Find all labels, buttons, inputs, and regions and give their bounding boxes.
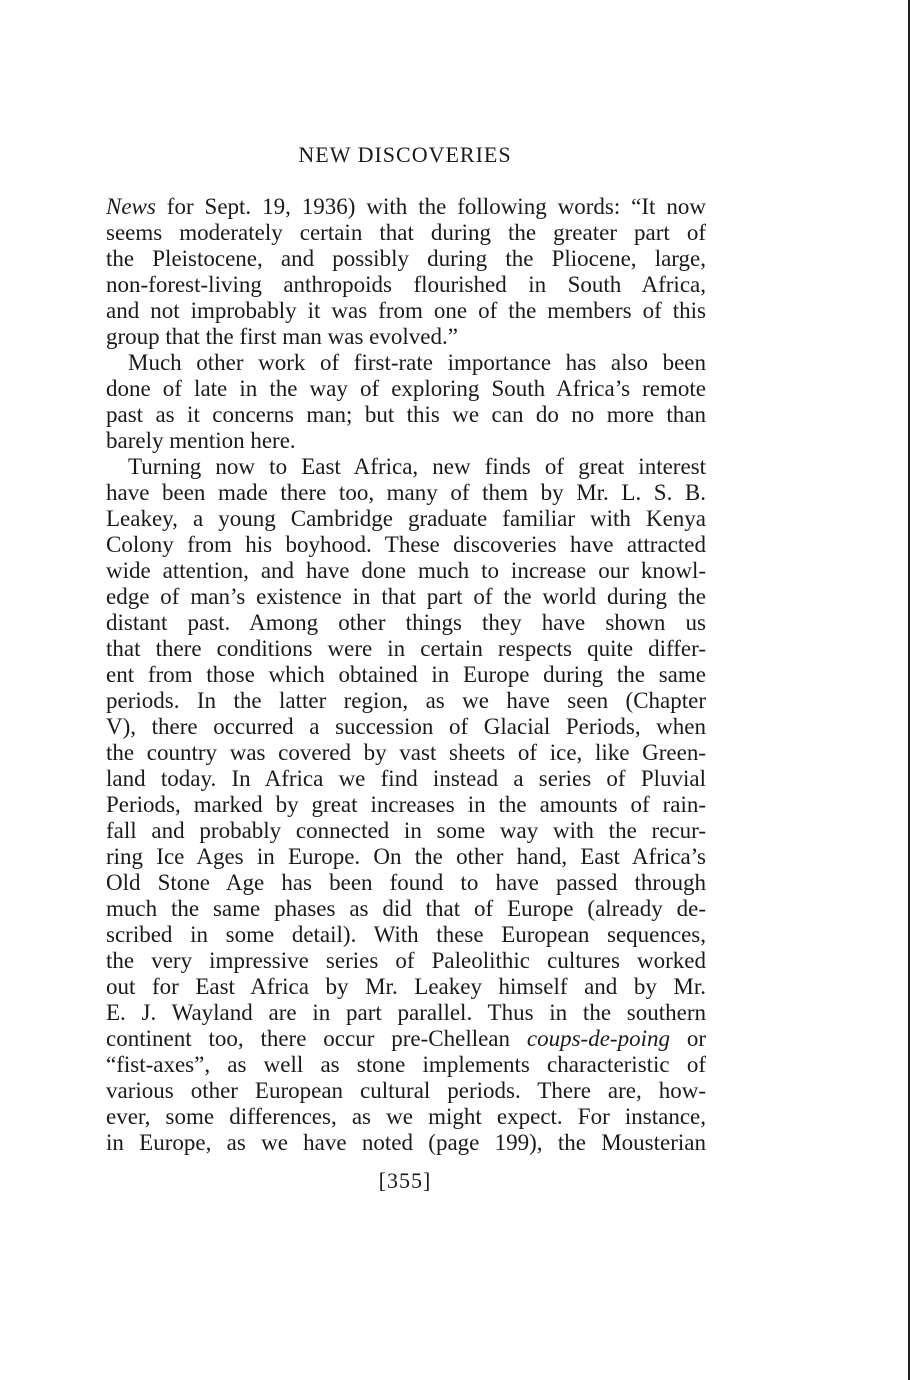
text-segment: E. J. Wayland are in part parallel. Thus in the southern [106, 1000, 706, 1025]
text-line [106, 1026, 706, 1052]
text-segment: past as it concerns man; but this we can do no more than [106, 402, 706, 427]
text-line [106, 818, 706, 844]
text-segment: the country was covered by vast sheets of ice, like Green- [106, 740, 706, 765]
text-segment: done of late in the way of exploring South Africa’s remote [106, 376, 706, 401]
text-line [106, 662, 706, 688]
text-segment: group that the first man was evolved.” [106, 324, 458, 349]
text-line [106, 194, 706, 220]
text-segment: non-forest-living anthropoids flourished in South Africa, [106, 272, 706, 297]
text-segment: barely mention here. [106, 428, 296, 453]
text-line [106, 584, 706, 610]
text-line [106, 766, 706, 792]
text-segment: and not improbably it was from one of the members of this [106, 298, 706, 323]
text-segment: land today. In Africa we find instead a series of Pluvial [106, 766, 706, 791]
italic-text: coups-de-poing [526, 1026, 670, 1051]
page-number: [355] [378, 1168, 432, 1193]
text-line [106, 1052, 706, 1078]
text-segment: Periods, marked by great increases in the amounts of rain- [106, 792, 706, 817]
text-line [106, 870, 706, 896]
text-line [106, 688, 706, 714]
text-line [106, 1104, 706, 1130]
text-line [106, 948, 706, 974]
text-line [106, 1130, 706, 1156]
text-segment: distant past. Among other things they have shown us [106, 610, 706, 635]
text-line [106, 792, 706, 818]
paragraph [106, 350, 706, 454]
text-segment: the very impressive series of Paleolithic cultures worked [106, 948, 706, 973]
text-segment: Much other work of first-rate importance has also been [128, 350, 706, 375]
text-line [106, 428, 706, 454]
text-segment: continent too, there occur pre-Chellean [106, 1026, 527, 1051]
running-head: NEW DISCOVERIES [298, 142, 512, 167]
text-segment: Colony from his boyhood. These discoveries have attracted [106, 532, 706, 557]
text-line [106, 298, 706, 324]
paragraph [106, 194, 706, 350]
text-line [106, 974, 706, 1000]
text-line [106, 220, 706, 246]
text-line [106, 740, 706, 766]
text-line [106, 714, 706, 740]
text-line [106, 636, 706, 662]
text-segment: scribed in some detail). With these European sequences, [106, 922, 706, 947]
text-line [106, 896, 706, 922]
text-segment: or [669, 1026, 706, 1051]
text-segment: fall and probably connected in some way with the recur- [106, 818, 706, 843]
text-segment: edge of man’s existence in that part of the world during the [106, 584, 706, 609]
text-segment: ring Ice Ages in Europe. On the other hand, East Africa’s [106, 844, 706, 869]
text-segment: various other European cultural periods. There are, how- [106, 1078, 706, 1103]
text-segment: periods. In the latter region, as we have seen (Chapter [106, 688, 706, 713]
text-segment: out for East Africa by Mr. Leakey himself and by Mr. [106, 974, 706, 999]
text-segment: much the same phases as did that of Europe (already de- [106, 896, 706, 921]
text-segment: seems moderately certain that during the greater part of [106, 220, 706, 245]
text-segment: wide attention, and have done much to increase our knowl- [106, 558, 706, 583]
text-line [106, 480, 706, 506]
text-segment: Leakey, a young Cambridge graduate familiar with Kenya [106, 506, 706, 531]
text-line [106, 350, 706, 376]
text-segment: ent from those which obtained in Europe during the same [106, 662, 706, 687]
text-line [106, 1000, 706, 1026]
text-line [106, 454, 706, 480]
text-line [106, 506, 706, 532]
text-segment: the Pleistocene, and possibly during the Pliocene, large, [106, 246, 706, 271]
text-segment: have been made there too, many of them by Mr. L. S. B. [106, 480, 706, 505]
paragraph [106, 454, 706, 1156]
text-segment: in Europe, as we have noted (page 199), the Mousterian [106, 1130, 706, 1155]
text-line [106, 376, 706, 402]
text-segment: V), there occurred a succession of Glacial Periods, when [106, 714, 706, 739]
text-line [106, 324, 706, 350]
text-line [106, 558, 706, 584]
text-line [106, 402, 706, 428]
text-segment: Turning now to East Africa, new finds of great interest [128, 454, 706, 479]
text-line [106, 844, 706, 870]
text-line [106, 246, 706, 272]
text-line [106, 1078, 706, 1104]
text-segment: Old Stone Age has been found to have passed through [106, 870, 706, 895]
text-line [106, 610, 706, 636]
text-segment: that there conditions were in certain respects quite differ- [106, 636, 706, 661]
body-text [106, 194, 706, 1156]
italic-text: News [106, 194, 156, 219]
text-segment: “fist-axes”, as well as stone implements characteristic of [106, 1052, 706, 1077]
text-segment: for Sept. 19, 1936) with the following words: “It now [155, 194, 706, 219]
text-segment: ever, some differences, as we might expect. For instance, [106, 1104, 706, 1129]
text-line [106, 272, 706, 298]
text-line [106, 532, 706, 558]
text-line [106, 922, 706, 948]
